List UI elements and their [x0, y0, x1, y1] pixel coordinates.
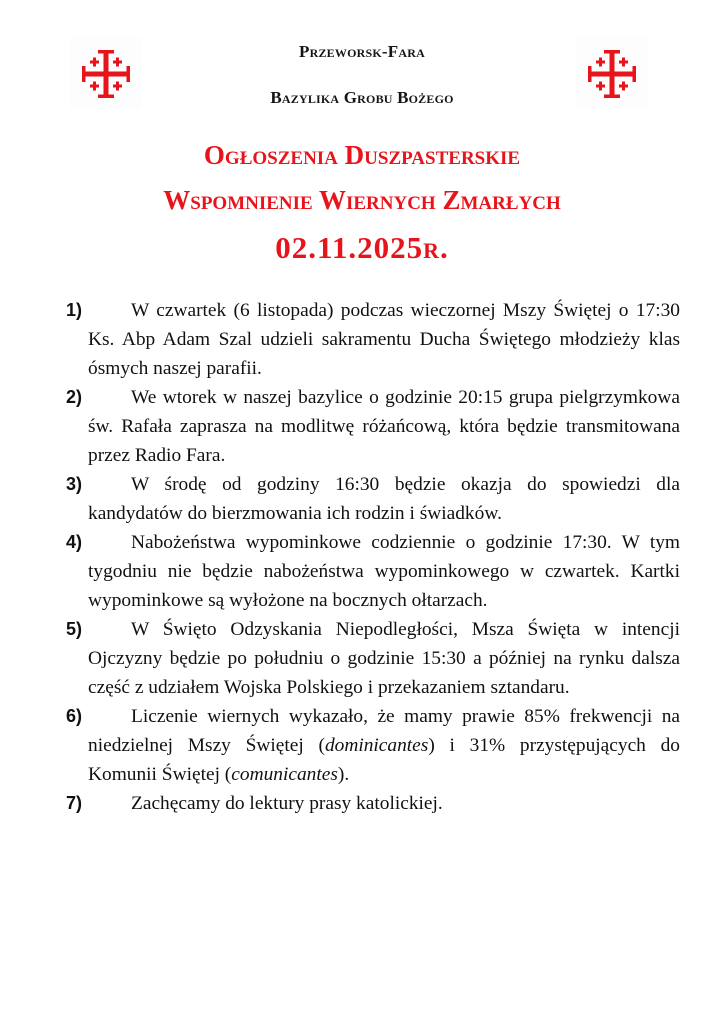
item-number: 5)	[66, 619, 83, 639]
announcement-item	[66, 383, 680, 470]
item-text	[88, 702, 680, 789]
latin-term-dominicantes: dominicantes	[324, 735, 429, 756]
item-number: 1)	[66, 300, 83, 320]
document-title: Ogłoszenia Duszpasterskie	[203, 140, 521, 170]
announcement-item	[66, 528, 680, 615]
latin-term-comunicantes: comunicantes	[231, 764, 338, 785]
basilica-name: Bazylika Grobu Bożego	[270, 88, 454, 107]
announcement-item	[66, 296, 680, 383]
document-subtitle: Wspomnienie Wiernych Zmarłych	[163, 185, 561, 215]
announcement-item	[66, 470, 680, 528]
announcements-list	[66, 296, 680, 818]
parish-name: Przeworsk-Fara	[299, 42, 425, 61]
item-text-part: Liczenie wiernych wykazało, że mamy prawie 85% frekwencji na niedzielnej Mszy Świętej (	[88, 706, 680, 756]
announcement-item	[66, 615, 680, 702]
item-number: 7)	[66, 793, 83, 813]
item-number: 2)	[66, 387, 83, 407]
item-number: 3)	[66, 474, 83, 494]
item-text: W Święto Odzyskania Niepodległości, Msza Święta w intencji Ojczyzny będzie po południu o godzinie 15:30 a później na rynku dalsza część z udziałem Wojska Polskiego i przekazaniem sztandaru.	[88, 619, 680, 698]
announcement-item	[66, 702, 680, 789]
announcement-item	[66, 789, 680, 818]
item-text: W czwartek (6 listopada) podczas wieczornej Mszy Świętej o 17:30 Ks. Abp Adam Szal udzieli sakramentu Ducha Świętego młodzieży klas ósmych naszej parafii.	[88, 300, 680, 379]
item-number: 6)	[66, 706, 83, 726]
item-text-part: ) i 31% przystępujących do Komunii Świętej (	[88, 735, 680, 785]
item-text: We wtorek w naszej bazylice o godzinie 20:15 grupa pielgrzymkowa św. Rafała zaprasza na modlitwę różańcową, która będzie transmitowana przez Radio Fara.	[88, 387, 680, 466]
item-number: 4)	[66, 532, 83, 552]
item-text: Nabożeństwa wypominkowe codziennie o godzinie 17:30. W tym tygodniu nie będzie nabożeństwa wypominkowego w czwartek. Kartki wypominkowe są wyłożone na bocznych ołtarzach.	[88, 532, 680, 611]
item-text: Zachęcamy do lektury prasy katolickiej.	[131, 793, 443, 814]
document-date: 02.11.2025r.	[275, 230, 449, 265]
item-text-part: ).	[337, 764, 350, 785]
item-text: W środę od godziny 16:30 będzie okazja do spowiedzi dla kandydatów do bierzmowania ich rodzin i świadków.	[88, 474, 680, 524]
